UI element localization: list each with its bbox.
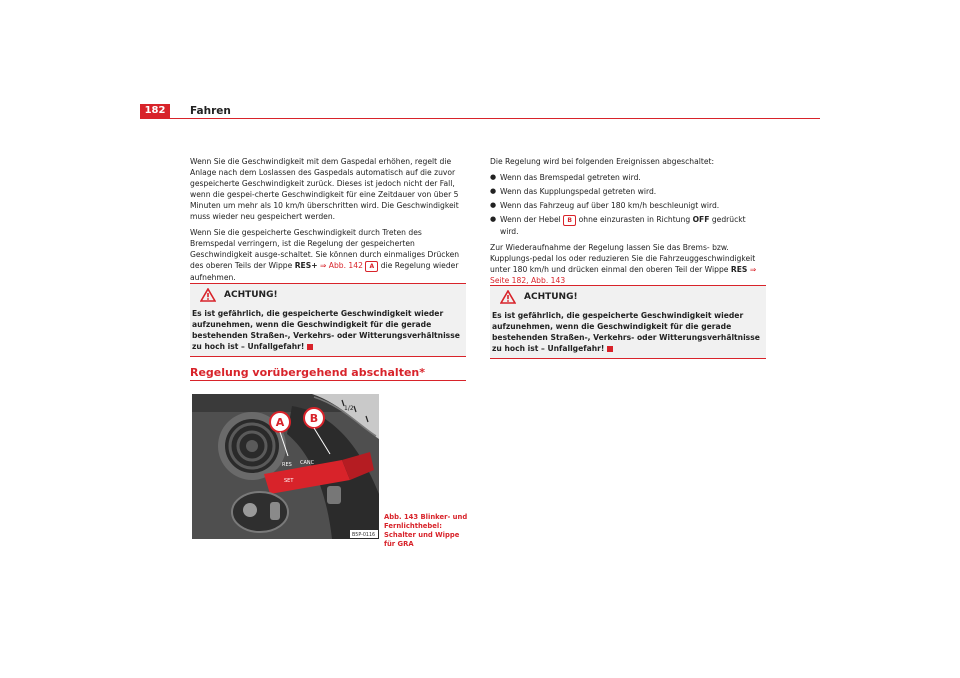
steering-column-illustration: [192, 394, 379, 539]
figure-link[interactable]: ⇒ Abb. 142: [319, 261, 363, 270]
page-number: 182: [140, 104, 170, 118]
figure-label-a: A: [275, 416, 285, 429]
list-item: ● Wenn das Bremspedal getreten wird.: [490, 172, 766, 183]
warning-text: Es ist gefährlich, die gespeicherte Geschwindigkeit wieder aufzunehmen, wenn die Geschwindigkeit für die gerade bestehenden Straßen-, Verkehrs- oder Witterungsverhältnisse zu hoch ist – Unfallgefahr!: [492, 311, 760, 353]
key-label: RES: [730, 264, 748, 274]
bullet-list: [490, 172, 766, 237]
lever-text: RES: [282, 462, 292, 468]
section-title: Regelung vorübergehend abschalten*: [190, 366, 425, 379]
section-rule: [190, 380, 466, 381]
gauge-label: 1/2: [344, 405, 354, 412]
paragraph: Wenn Sie die Geschwindigkeit mit dem Gaspedal erhöhen, regelt die Anlage nach dem Loslassen des Gaspedals automatisch auf die zuvor gespeicherte Geschwindigkeit zurück. Dieses ist jedoch nicht der Fall, wenn die gespei-cherte Geschwindigkeit für eine Zeitdauer von über 5 Minuten um mehr als 10 km/h überschritten wird. Die Geschwindigkeit muss wieder neu gespeichert werden.: [190, 157, 459, 221]
key-label: OFF: [692, 215, 710, 224]
label-badge: B: [563, 215, 576, 226]
warning-title: ACHTUNG!: [524, 291, 578, 302]
warning-text: Es ist gefährlich, die gespeicherte Geschwindigkeit wieder aufzunehmen, wenn die Geschwindigkeit für die gerade bestehenden Straßen-, Verkehrs- oder Witterungsverhältnisse zu hoch ist – Unfallgefahr!: [192, 309, 460, 351]
header-rule: [140, 118, 820, 119]
figure-code: B5P-0116: [352, 533, 376, 538]
warning-triangle-icon: [500, 290, 516, 304]
end-mark-icon: [607, 346, 613, 352]
list-item: ● Wenn das Kupplungspedal getreten wird.: [490, 186, 766, 197]
paragraph: Die Regelung wird bei folgenden Ereignissen abgeschaltet:: [490, 157, 715, 166]
warning-title: ACHTUNG!: [224, 289, 278, 300]
figure-label-b: B: [309, 412, 319, 425]
page-link[interactable]: ⇒ Seite 182, Abb. 143: [490, 264, 757, 285]
label-badge: A: [365, 261, 378, 272]
lever-text: SET: [284, 478, 294, 484]
right-column: [490, 156, 766, 302]
warning-box: [490, 285, 766, 359]
warning-triangle-icon: [200, 288, 216, 302]
lever-text: CANC: [300, 460, 315, 466]
key-label: RES+: [294, 261, 318, 270]
figure-caption: Abb. 143 Blinker- und Fernlichthebel: Schalter und Wippe für GRA: [384, 513, 468, 548]
chapter-title: Fahren: [190, 105, 231, 117]
paragraph: Zur Wiederaufnahme der Regelung lassen Sie das Brems- bzw. Kupplungs-pedal los oder reduzieren Sie die Fahrzeuggeschwindigkeit unter 180 km/h und drücken einmal den oberen Teil der Wippe RES ⇒ Seite 182, Abb. 143: [490, 242, 766, 298]
warning-box: [190, 283, 466, 357]
list-item: ● Wenn das Fahrzeug auf über 180 km/h beschleunigt wird.: [490, 200, 766, 211]
end-mark-icon: [307, 344, 313, 350]
paragraph: Wenn Sie die gespeicherte Geschwindigkeit durch Treten des Bremspedal verringern, ist die Regelung der gespeicherten Geschwindigkeit ausge-schaltet. Sie können durch einmaliges Drücken des oberen Teils der Wippe RES+ ⇒ Abb. 142 A die Regelung wieder aufnehmen.: [190, 228, 460, 282]
left-column: [190, 156, 466, 288]
list-item: ● Wenn der Hebel B ohne einzurasten in Richtung OFF gedrückt wird.: [490, 214, 766, 237]
figure-image: [192, 394, 379, 539]
